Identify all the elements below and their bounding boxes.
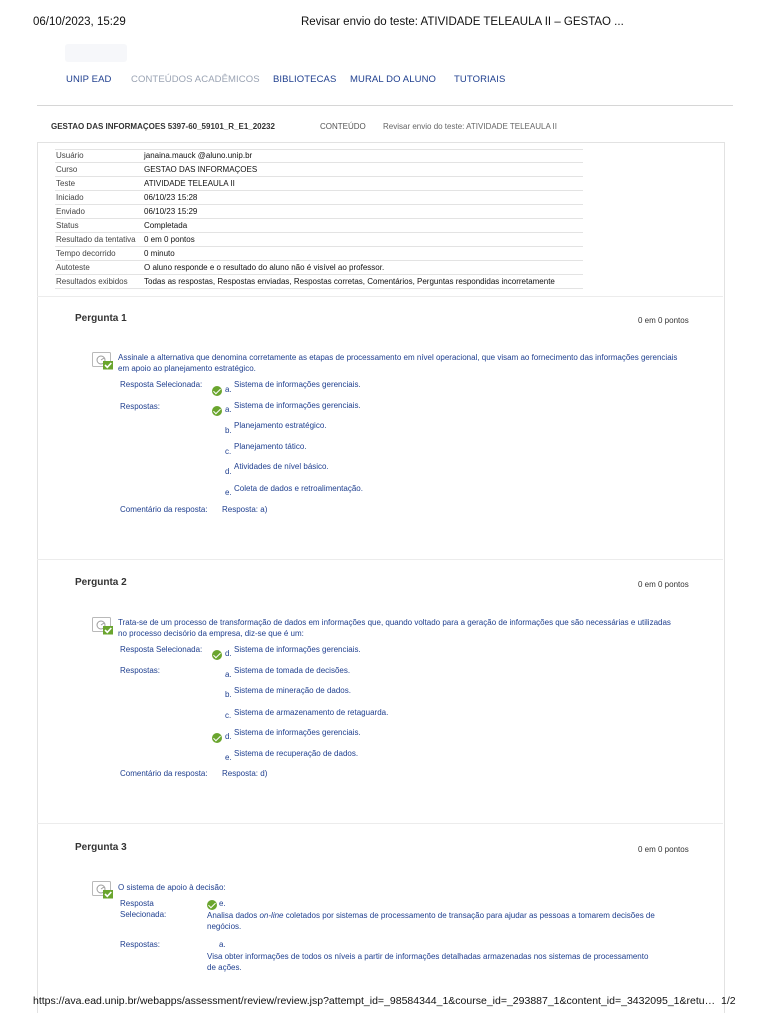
answer-option-letter: c. [225,447,232,456]
answer-option: Sistema de tomada de decisões. [234,666,351,675]
question-score: 0 em 0 pontos [638,580,689,589]
nav-tutoriais[interactable]: TUTORIAIS [454,74,506,85]
info-value-autoteste: O aluno responde e o resultado do aluno não é visível ao professor. [144,263,385,272]
nav-mural-do-aluno[interactable]: MURAL DO ALUNO [350,74,437,85]
info-value-resultados-exibidos: Todas as respostas, Respostas enviadas, Respostas corretas, Comentários, Perguntas respondidas incorretamente [144,277,555,286]
question-text: Trata-se de um processo de transformação de dados em informações que, quando voltado para a geração de informações que são necessárias e utilizadas no processo decisório da empresa, diz-se que é um: [118,618,671,638]
info-key-tempo: Tempo decorrido [56,249,116,258]
selected-answer-letter: a. [225,385,232,394]
site-logo [65,44,127,62]
info-row-divider [55,246,583,247]
answer-option-letter: a. [219,940,226,949]
breadcrumb-course[interactable]: GESTAO DAS INFORMAÇOES 5397-60_59101_R_E1_20232 [51,122,275,131]
question-title: Pergunta 1 [75,313,127,324]
question-title: Pergunta 2 [75,577,127,588]
info-key-resultado: Resultado da tentativa [56,235,136,244]
info-bottom-line [55,288,583,289]
selected-answer-text: Sistema de informações gerenciais. [234,380,361,389]
correct-check-icon [212,386,222,396]
nav-conteudos-academicos[interactable]: CONTEÚDOS ACADÊMICOS [131,74,260,85]
comment-text: Resposta: d) [222,769,268,778]
correct-question-icon [92,352,114,370]
question-text: Assinale a alternativa que denomina corretamente as etapas de processamento em nível operacional, que visam ao fornecimento das informações gerenciais em apoio ao planejamento estratégico. [118,353,678,373]
answer-option: Planejamento estratégico. [234,421,327,430]
answer-option-letter: a. [225,405,232,414]
info-value-resultado: 0 em 0 pontos [144,235,195,244]
breadcrumb-section[interactable]: CONTEÚDO [320,122,366,131]
correct-check-icon [212,733,222,743]
answers-label: Respostas: [120,666,161,675]
correct-check-icon [207,900,217,910]
info-key-iniciado: Iniciado [56,193,84,202]
info-row-divider [55,204,583,205]
answer-option: Coleta de dados e retroalimentação. [234,484,363,493]
selected-answer-letter: e. [219,899,226,908]
info-key-curso: Curso [56,165,78,174]
answer-option: Atividades de nível básico. [234,462,329,471]
answer-option: Sistema de informações gerenciais. [234,728,361,737]
answer-option: Planejamento tático. [234,442,307,451]
selected-answer-label: Resposta Selecionada: [120,645,203,654]
selected-answer-label-line2: Selecionada: [120,910,167,919]
answers-label: Respostas: [120,940,161,949]
correct-check-icon [212,406,222,416]
info-value-usuario: janaina.mauck @aluno.unip.br [144,151,253,160]
print-page-number: 1/2 [721,995,736,1007]
info-row-divider [55,176,583,177]
info-value-iniciado: 06/10/23 15:28 [144,193,198,202]
print-url: https://ava.ead.unip.br/webapps/assessment/review/review.jsp?attempt_id=_98584344_1&course_id=_293887_1&content_id=_3432095_1&retu… [33,995,716,1007]
print-title: Revisar envio do teste: ATIVIDADE TELEAULA II – GESTAO ... [301,16,624,28]
selected-answer-text: Analisa dados on-line coletados por sistemas de processamento de transação para ajudar as pessoas a tomarem decisões de negócios. [207,911,655,931]
info-row-divider [55,190,583,191]
info-value-teste: ATIVIDADE TELEAULA II [144,179,235,188]
info-row-divider [55,232,583,233]
info-value-enviado: 06/10/23 15:29 [144,207,198,216]
info-row-divider [55,218,583,219]
nav-divider [37,105,733,106]
answer-option-letter: e. [225,753,232,762]
info-value-status: Completada [144,221,188,230]
question-score: 0 em 0 pontos [638,316,689,325]
info-key-teste: Teste [56,179,76,188]
answer-option-letter: b. [225,690,232,699]
info-key-autoteste: Autoteste [56,263,90,272]
question-divider [37,559,723,560]
breadcrumb-page: Revisar envio do teste: ATIVIDADE TELEAULA II [383,122,558,131]
info-key-enviado: Enviado [56,207,85,216]
answer-option: Sistema de mineração de dados. [234,686,351,695]
answer-option: Sistema de recuperação de dados. [234,749,359,758]
selected-answer-text: Sistema de informações gerenciais. [234,645,361,654]
question-title: Pergunta 3 [75,842,127,853]
answer-option-letter: d. [225,732,232,741]
answer-option: Sistema de armazenamento de retaguarda. [234,708,389,717]
answer-option-letter: c. [225,711,232,720]
correct-question-icon [92,617,114,635]
info-value-tempo: 0 minuto [144,249,175,258]
section-divider [37,296,723,297]
selected-answer-letter: d. [225,649,232,658]
answer-option-letter: e. [225,488,232,497]
answer-option-letter: d. [225,467,232,476]
info-row-divider [55,274,583,275]
correct-check-icon [212,650,222,660]
info-key-resultados-exibidos: Resultados exibidos [56,277,128,286]
info-row-divider [55,260,583,261]
correct-question-icon [92,881,114,899]
print-datetime: 06/10/2023, 15:29 [33,16,126,28]
comment-label: Comentário da resposta: [120,505,208,514]
question-text: O sistema de apoio à decisão: [118,883,226,892]
question-divider [37,823,723,824]
selected-answer-label: Resposta Selecionada: [120,380,203,389]
comment-text: Resposta: a) [222,505,268,514]
nav-unip-ead[interactable]: UNIP EAD [66,74,112,85]
info-key-status: Status [56,221,79,230]
answers-label: Respostas: [120,402,161,411]
comment-label: Comentário da resposta: [120,769,208,778]
answer-option: Visa obter informações de todos os níveis a partir de informações detalhadas armazenadas nos sistemas de processamento de ações. [207,952,649,972]
selected-answer-label-line1: Resposta [120,899,154,908]
question-score: 0 em 0 pontos [638,845,689,854]
nav-bibliotecas[interactable]: BIBLIOTECAS [273,74,337,85]
answer-option-letter: b. [225,426,232,435]
info-top-line [55,149,583,150]
answer-option-letter: a. [225,670,232,679]
answer-option: Sistema de informações gerenciais. [234,401,361,410]
info-value-curso: GESTAO DAS INFORMAÇOES [144,165,258,174]
info-row-divider [55,162,583,163]
info-key-usuario: Usuário [56,151,84,160]
